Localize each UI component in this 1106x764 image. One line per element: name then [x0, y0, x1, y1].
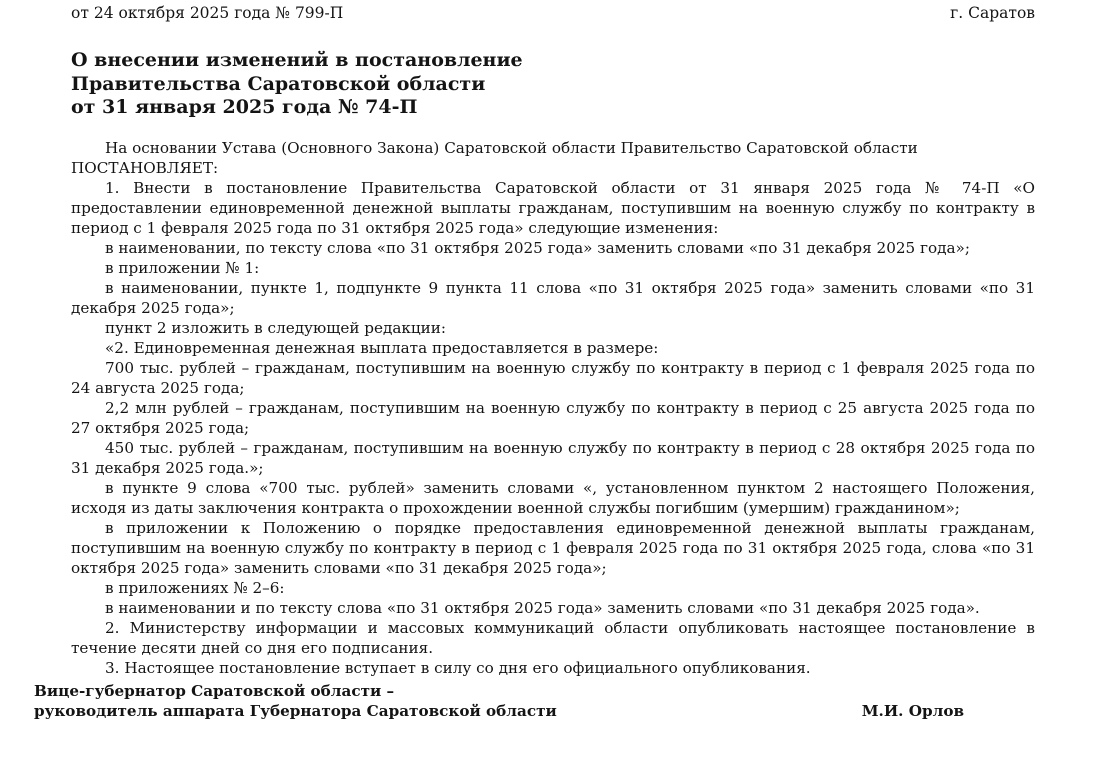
- paragraph: «2. Единовременная денежная выплата предоставляется в размере:: [105, 338, 659, 357]
- document-date-number: от 24 октября 2025 года № 799-П: [71, 4, 344, 22]
- signatory-position-line-1: Вице-губернатор Саратовской области –: [34, 682, 395, 700]
- paragraph: в пункте 9 слова «700 тыс. рублей» заменить словами «, установленном пунктом 2 настоящего Положения, исходя из даты заключения контракта о прохождении военной службы погибшим (умершим) гражданином»;: [71, 478, 1035, 517]
- paragraph: 2,2 млн рублей – гражданам, поступившим на военную службу по контракту в период с 25 августа 2025 года по 27 октября 2025 года;: [71, 398, 1035, 437]
- title-line: О внесении изменений в постановление: [71, 49, 523, 71]
- title-line: Правительства Саратовской области: [71, 72, 486, 95]
- signatory-position-line-2: руководитель аппарата Губернатора Саратовской области: [34, 702, 557, 720]
- title-line: от 31 января 2025 года № 74-П: [71, 96, 418, 118]
- document-city: г. Саратов: [950, 4, 1035, 22]
- paragraph-item-3: 3. Настоящее постановление вступает в силу со дня его официального опубликования.: [105, 658, 811, 677]
- signatory-name: М.И. Орлов: [861, 702, 964, 720]
- paragraph-item-2: 2. Министерству информации и массовых коммуникаций области опубликовать настоящее постановление в течение десяти дней со дня его подписания.: [71, 618, 1035, 657]
- paragraph: в наименовании, пункте 1, подпункте 9 пункта 11 слова «по 31 октября 2025 года» заменить словами «по 31 декабря 2025 года»;: [71, 278, 1035, 317]
- document-title: [71, 49, 523, 120]
- paragraph-preamble: На основании Устава (Основного Закона) Саратовской области Правительство Саратовской области ПОСТАНОВЛЯЕТ:: [71, 138, 918, 177]
- paragraph: пункт 2 изложить в следующей редакции:: [105, 318, 447, 337]
- paragraph: в наименовании, по тексту слова «по 31 октября 2025 года» заменить словами «по 31 декабря 2025 года»;: [105, 238, 970, 257]
- paragraph: в приложении № 1:: [105, 258, 260, 277]
- paragraph: в приложении к Положению о порядке предоставления единовременной денежной выплаты гражданам, поступившим на военную службу по контракту в период с 1 февраля 2025 года по 31 октября 2025 года, слова «по 31 октября 2025 года» заменить словами «по 31 декабря 2025 года»;: [71, 518, 1035, 577]
- paragraph: в наименовании и по тексту слова «по 31 октября 2025 года» заменить словами «по 31 декабря 2025 года».: [105, 598, 980, 617]
- paragraph-item-1: 1. Внести в постановление Правительства Саратовской области от 31 января 2025 года № 74-П «О предоставлении единовременной денежной выплаты гражданам, поступившим на военную службу по контракту в период с 1 февраля 2025 года по 31 октября 2025 года» следующие изменения:: [71, 178, 1035, 237]
- signature-block: [34, 681, 964, 721]
- document-body: [71, 138, 1035, 678]
- paragraph: 450 тыс. рублей – гражданам, поступившим на военную службу по контракту в период с 28 октября 2025 года по 31 декабря 2025 года.»;: [71, 438, 1035, 477]
- paragraph: 700 тыс. рублей – гражданам, поступившим на военную службу по контракту в период с 1 февраля 2025 года по 24 августа 2025 года;: [71, 358, 1035, 397]
- paragraph: в приложениях № 2–6:: [105, 578, 285, 597]
